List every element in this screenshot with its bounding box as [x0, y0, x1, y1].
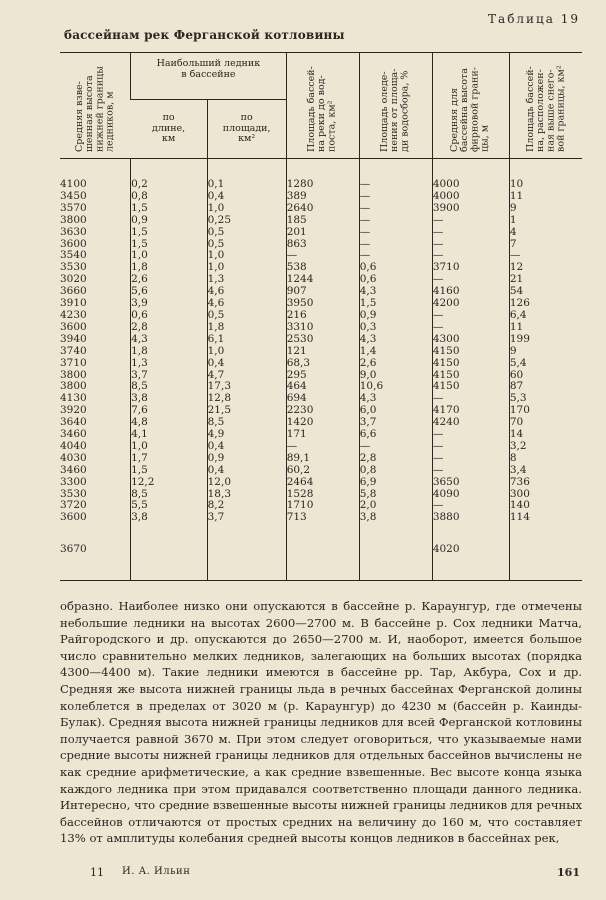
summary-empty-cell [359, 524, 432, 560]
table-spacer-row [60, 159, 582, 180]
cell-basin-area: 464 [286, 381, 359, 393]
cell-basin-area: 201 [286, 227, 359, 239]
cell-lower-boundary: 3450 [60, 189, 87, 202]
printer-signature: 11 [90, 866, 104, 879]
cell-glaciation-percent: 2,6 [359, 358, 432, 370]
cell-firn-height: — [432, 239, 509, 251]
cell-area: 1,0 [207, 262, 286, 274]
cell-firn-height: — [432, 322, 509, 334]
cell-length: 0,6 [131, 310, 208, 322]
cell-area: 4,6 [207, 286, 286, 298]
cell-length: 4,1 [131, 429, 208, 441]
cell-firn-height: 4150 [432, 370, 509, 382]
cell-area-above-snowline: 4 [509, 227, 582, 239]
cell-area-above-snowline: 6,4 [509, 310, 582, 322]
cell-length: 3,8 [131, 512, 208, 524]
col-header-firn-height: Средняя для бассейна высота фирновой грани- цы, м [432, 53, 509, 159]
cell-firn-height: 4000 [432, 191, 509, 203]
cell-area: 6,1 [207, 334, 286, 346]
cell-area-above-snowline: 199 [509, 334, 582, 346]
cell-firn-height: — [432, 453, 509, 465]
table-row [60, 203, 582, 215]
cell-lower-boundary: 3600 [60, 511, 87, 524]
cell-basin-area: 3950 [286, 298, 359, 310]
cell-lower-boundary: 4030 [60, 451, 87, 464]
cell-area: 4,9 [207, 429, 286, 441]
cell-firn-height: — [432, 215, 509, 227]
cell-length: 2,6 [131, 274, 208, 286]
cell-length: 3,9 [131, 298, 208, 310]
cell-area: 1,0 [207, 203, 286, 215]
col-header-by-length: по длине, км [131, 100, 208, 159]
cell-firn-height: — [432, 500, 509, 512]
cell-length: 1,8 [131, 346, 208, 358]
cell-area-above-snowline: 14 [509, 429, 582, 441]
cell-length: 8,5 [131, 489, 208, 501]
cell-lower-boundary: 4230 [60, 308, 87, 321]
cell-area: 0,4 [207, 465, 286, 477]
cell-glaciation-percent: 2,0 [359, 500, 432, 512]
summary-empty-cell [131, 524, 208, 560]
cell-area: 21,5 [207, 405, 286, 417]
table-row [60, 346, 582, 358]
table-row [60, 215, 582, 227]
cell-lower-boundary: 3740 [60, 344, 87, 357]
cell-glaciation-percent: — [359, 227, 432, 239]
col-header-by-area: по площади, км² [207, 100, 286, 159]
cell-area: 0,4 [207, 191, 286, 203]
cell-lower-boundary: 3920 [60, 404, 87, 417]
footer-author: И. А. Ильин [122, 866, 191, 877]
cell-area-above-snowline: 8 [509, 453, 582, 465]
cell-basin-area: 389 [286, 191, 359, 203]
table-row [60, 322, 582, 334]
cell-area: 3,7 [207, 512, 286, 524]
cell-firn-height: 4000 [432, 179, 509, 191]
cell-lower-boundary: 3600 [60, 320, 87, 333]
cell-area-above-snowline: 126 [509, 298, 582, 310]
cell-length: 4,8 [131, 417, 208, 429]
cell-glaciation-percent: 1,4 [359, 346, 432, 358]
cell-firn-height: 4090 [432, 489, 509, 501]
cell-glaciation-percent: 4,3 [359, 286, 432, 298]
cell-area: 17,3 [207, 381, 286, 393]
cell-area: 8,5 [207, 417, 286, 429]
cell-glaciation-percent: 4,3 [359, 334, 432, 346]
cell-area-above-snowline: 87 [509, 381, 582, 393]
cell-area: 0,5 [207, 310, 286, 322]
cell-area: 4,7 [207, 370, 286, 382]
cell-basin-area: 713 [286, 512, 359, 524]
cell-firn-height: 4150 [432, 358, 509, 370]
cell-area-above-snowline: 170 [509, 405, 582, 417]
cell-length: 4,3 [131, 334, 208, 346]
cell-glaciation-percent: 0,3 [359, 322, 432, 334]
cell-glaciation-percent: 0,9 [359, 310, 432, 322]
cell-basin-area: 863 [286, 239, 359, 251]
cell-lower-boundary: 3020 [60, 273, 87, 286]
cell-area: 1,0 [207, 250, 286, 262]
cell-lower-boundary: 3720 [60, 499, 87, 512]
cell-glaciation-percent: 3,7 [359, 417, 432, 429]
cell-area: 4,6 [207, 298, 286, 310]
cell-firn-height: — [432, 227, 509, 239]
cell-length: 3,7 [131, 370, 208, 382]
glacier-data-table [60, 52, 582, 581]
cell-basin-area: 1420 [286, 417, 359, 429]
table-end-row [60, 560, 582, 581]
cell-glaciation-percent: 6,6 [359, 429, 432, 441]
cell-lower-boundary: 3710 [60, 356, 87, 369]
cell-lower-boundary: 4100 [60, 178, 87, 190]
cell-area: 12,0 [207, 477, 286, 489]
cell-area: 0,9 [207, 453, 286, 465]
cell-firn-height: — [432, 429, 509, 441]
cell-firn-height: 4160 [432, 286, 509, 298]
cell-area-above-snowline: 11 [509, 322, 582, 334]
cell-firn-height: 3900 [432, 203, 509, 215]
cell-glaciation-percent: 0,6 [359, 262, 432, 274]
cell-basin-area: 2464 [286, 477, 359, 489]
cell-area-above-snowline: 736 [509, 477, 582, 489]
cell-glaciation-percent: 0,8 [359, 465, 432, 477]
cell-lower-boundary: 3530 [60, 261, 87, 274]
summary-lower-boundary: 3670 [60, 543, 87, 556]
cell-basin-area: 907 [286, 286, 359, 298]
cell-firn-height: — [432, 274, 509, 286]
cell-area: 1,0 [207, 346, 286, 358]
cell-area-above-snowline: 300 [509, 489, 582, 501]
cell-basin-area: 1244 [286, 274, 359, 286]
cell-lower-boundary: 3530 [60, 487, 87, 500]
cell-length: 1,8 [131, 262, 208, 274]
cell-area-above-snowline: 1 [509, 215, 582, 227]
cell-basin-area: 1528 [286, 489, 359, 501]
cell-length: 0,8 [131, 191, 208, 203]
cell-basin-area: 60,2 [286, 465, 359, 477]
cell-area-above-snowline: 9 [509, 346, 582, 358]
cell-firn-height: 3650 [432, 477, 509, 489]
cell-glaciation-percent: 4,3 [359, 393, 432, 405]
cell-lower-boundary: 3940 [60, 332, 87, 345]
cell-area-above-snowline: 11 [509, 191, 582, 203]
cell-firn-height: 4150 [432, 346, 509, 358]
cell-area: 1,8 [207, 322, 286, 334]
cell-length: 0,2 [131, 179, 208, 191]
summary-empty-cell [509, 524, 582, 560]
cell-basin-area: 295 [286, 370, 359, 382]
col-header-lower-boundary: Средняя взве- шенная высота нижней границы ледников, м [60, 53, 131, 159]
cell-area-above-snowline: 21 [509, 274, 582, 286]
cell-glaciation-percent: 1,5 [359, 298, 432, 310]
cell-lower-boundary: 3460 [60, 428, 87, 441]
cell-basin-area: 185 [286, 215, 359, 227]
cell-lower-boundary: 4040 [60, 439, 87, 452]
cell-area-above-snowline: 54 [509, 286, 582, 298]
cell-length: 5,5 [131, 500, 208, 512]
summary-firn-height: 4020 [432, 524, 509, 560]
col-header-glaciation-percent: Площадь оледе- нения от площа- ди водосбора, % [359, 53, 432, 159]
cell-glaciation-percent: — [359, 191, 432, 203]
cell-length: 2,8 [131, 322, 208, 334]
cell-area-above-snowline: — [509, 250, 582, 262]
cell-area: 1,3 [207, 274, 286, 286]
cell-lower-boundary: 3640 [60, 416, 87, 429]
cell-length: 1,5 [131, 203, 208, 215]
cell-firn-height: — [432, 393, 509, 405]
cell-lower-boundary: 3570 [60, 201, 87, 214]
cell-basin-area: 2230 [286, 405, 359, 417]
cell-basin-area: 3310 [286, 322, 359, 334]
cell-glaciation-percent: 2,8 [359, 453, 432, 465]
table-row [60, 358, 582, 370]
cell-firn-height: 3710 [432, 262, 509, 274]
cell-length: 1,5 [131, 227, 208, 239]
cell-area-above-snowline: 3,2 [509, 441, 582, 453]
cell-firn-height: — [432, 310, 509, 322]
summary-empty-cell [207, 524, 286, 560]
cell-area-above-snowline: 10 [509, 179, 582, 191]
cell-area-above-snowline: 140 [509, 500, 582, 512]
cell-basin-area: 2640 [286, 203, 359, 215]
cell-basin-area: 2530 [286, 334, 359, 346]
table-row [60, 227, 582, 239]
cell-firn-height: 3880 [432, 512, 509, 524]
cell-lower-boundary: 3300 [60, 475, 87, 488]
cell-area: 18,3 [207, 489, 286, 501]
cell-firn-height: — [432, 250, 509, 262]
cell-area: 0,25 [207, 215, 286, 227]
cell-glaciation-percent: 3,8 [359, 512, 432, 524]
page-number: 161 [557, 866, 580, 879]
cell-glaciation-percent: — [359, 250, 432, 262]
cell-glaciation-percent: — [359, 441, 432, 453]
cell-lower-boundary: 3910 [60, 297, 87, 310]
cell-lower-boundary: 3540 [60, 249, 87, 262]
cell-length: 12,2 [131, 477, 208, 489]
cell-firn-height: — [432, 465, 509, 477]
table-row [60, 334, 582, 346]
cell-area: 0,1 [207, 179, 286, 191]
cell-lower-boundary: 4130 [60, 392, 87, 405]
cell-length: 7,6 [131, 405, 208, 417]
cell-basin-area: 68,3 [286, 358, 359, 370]
cell-glaciation-percent: 6,9 [359, 477, 432, 489]
cell-area-above-snowline: 9 [509, 203, 582, 215]
cell-area-above-snowline: 12 [509, 262, 582, 274]
cell-lower-boundary: 3800 [60, 368, 87, 381]
cell-basin-area: 1280 [286, 179, 359, 191]
cell-basin-area: 1710 [286, 500, 359, 512]
cell-length: 1,5 [131, 239, 208, 251]
cell-area-above-snowline: 5,3 [509, 393, 582, 405]
cell-glaciation-percent: 10,6 [359, 381, 432, 393]
cell-glaciation-percent: 6,0 [359, 405, 432, 417]
cell-basin-area: — [286, 250, 359, 262]
cell-length: 1,0 [131, 250, 208, 262]
cell-glaciation-percent: 0,6 [359, 274, 432, 286]
col-header-area-above-snowline: Площадь бассей- на, расположен- ная выше снего- вой границы, км² [509, 53, 582, 159]
cell-length: 0,9 [131, 215, 208, 227]
cell-area: 0,4 [207, 358, 286, 370]
cell-firn-height: 4170 [432, 405, 509, 417]
cell-glaciation-percent: 9,0 [359, 370, 432, 382]
cell-basin-area: 171 [286, 429, 359, 441]
cell-glaciation-percent: — [359, 215, 432, 227]
cell-area: 8,2 [207, 500, 286, 512]
cell-firn-height: 4240 [432, 417, 509, 429]
cell-lower-boundary: 3600 [60, 237, 87, 250]
cell-lower-boundary: 3800 [60, 380, 87, 393]
cell-basin-area: 216 [286, 310, 359, 322]
cell-area-above-snowline: 5,4 [509, 358, 582, 370]
table-row [60, 453, 582, 465]
cell-length: 1,3 [131, 358, 208, 370]
cell-length: 1,7 [131, 453, 208, 465]
cell-firn-height: — [432, 441, 509, 453]
cell-basin-area: 121 [286, 346, 359, 358]
body-paragraph: образно. Наиболее низко они опускаются в бассейне р. Караунгур, где отмечены небольшие ледники на высотах 2600—2700 м. В бассейне р. Сох ледники Матча, Райгородского и др. опускаются до 2650—2700 м. И, наоборот, имеется большое число сравнительно мелких ледников, залегающих на больших высотах (порядка 4300—4400 м). Такие ледники имеются в бассейне рр. Тар, Акбура, Сох и др. Средняя же высота нижней границы льда в речных бассейнах Ферганской долины колеблется в пределах от 3020 м (р. Караунгур) до 4230 м (бассейн р. Каинды-Булак). Средняя высота нижней границы ледников для всей Ферганской котловины получается равной 3670 м. При этом следует оговориться, что указываемые нами средние высоты нижней границы ледников для отдельных бассейнов вычислены не как средние арифметические, а как средние взвешенные. Вес высоте конца языка каждого ледника при этом придавался соответственно площади данного ледника. Интересно, что средние взвешенные высоты нижней границы ледников для речных бассейнов отличаются от простых средних на величину до 160 м, что составляет 13% от амплитуды колебания средней высоты концов ледников в бассейнах рек, [60, 599, 582, 846]
cell-length: 8,5 [131, 381, 208, 393]
cell-length: 3,8 [131, 393, 208, 405]
table-label: Таблица 19 [488, 12, 580, 26]
table-row [60, 512, 582, 524]
cell-glaciation-percent: 5,8 [359, 489, 432, 501]
cell-length: 1,0 [131, 441, 208, 453]
cell-basin-area: 694 [286, 393, 359, 405]
summary-row [60, 524, 582, 560]
cell-lower-boundary: 3660 [60, 285, 87, 298]
col-header-largest-glacier: Наибольший ледник в бассейне [131, 53, 287, 100]
cell-length: 1,5 [131, 465, 208, 477]
summary-empty-cell [286, 524, 359, 560]
cell-glaciation-percent: — [359, 179, 432, 191]
cell-area-above-snowline: 3,4 [509, 465, 582, 477]
cell-glaciation-percent: — [359, 203, 432, 215]
page-header-title: бассейнам рек Ферганской котловины [64, 28, 345, 42]
cell-lower-boundary: 3800 [60, 213, 87, 226]
cell-firn-height: 4300 [432, 334, 509, 346]
cell-lower-boundary: 3630 [60, 225, 87, 238]
cell-length: 5,6 [131, 286, 208, 298]
cell-area: 0,4 [207, 441, 286, 453]
cell-area-above-snowline: 60 [509, 370, 582, 382]
cell-firn-height: 4200 [432, 298, 509, 310]
cell-area: 0,5 [207, 239, 286, 251]
cell-area-above-snowline: 70 [509, 417, 582, 429]
cell-firn-height: 4150 [432, 381, 509, 393]
cell-area: 0,5 [207, 227, 286, 239]
cell-basin-area: 89,1 [286, 453, 359, 465]
cell-area: 12,8 [207, 393, 286, 405]
cell-lower-boundary: 3460 [60, 463, 87, 476]
cell-area-above-snowline: 114 [509, 512, 582, 524]
cell-basin-area: 538 [286, 262, 359, 274]
cell-basin-area: — [286, 441, 359, 453]
table-row [60, 477, 582, 489]
cell-area-above-snowline: 7 [509, 239, 582, 251]
table-row [60, 465, 582, 477]
col-header-basin-area: Площадь бассей- на реки до вод- поста, км² [286, 53, 359, 159]
cell-glaciation-percent: — [359, 239, 432, 251]
